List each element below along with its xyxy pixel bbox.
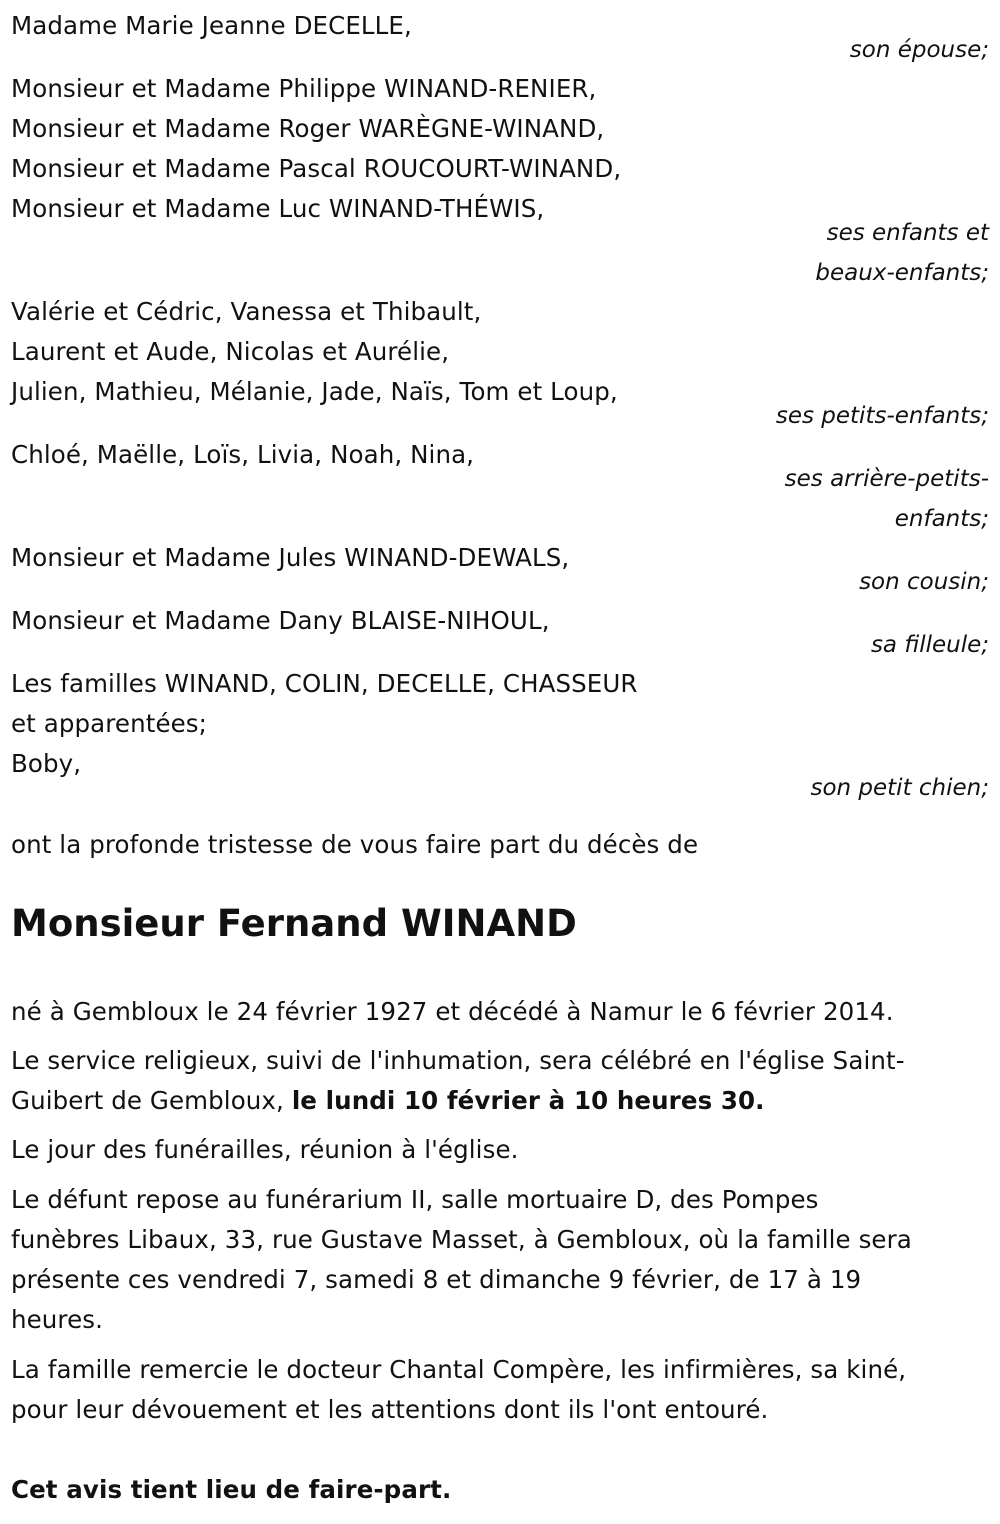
rest-text: présente ces vendredi 7, samedi 8 et dimanche 9 février, de 17 à 19 (11, 1265, 862, 1294)
grandchildren-line: Laurent et Aude, Nicolas et Aurélie, (11, 337, 450, 366)
thanks-text: La famille remercie le docteur Chantal Compère, les infirmières, sa kiné, (11, 1355, 907, 1384)
great-grandchildren-line: Chloé, Maëlle, Loïs, Livia, Noah, Nina, (11, 440, 475, 469)
rest-text: heures. (11, 1305, 103, 1334)
spouse-line: Madame Marie Jeanne DECELLE, (11, 11, 412, 40)
child-line: Monsieur et Madame Philippe WINAND-RENIER, (11, 74, 597, 103)
families-line: Les familles WINAND, COLIN, DECELLE, CHASSEUR (11, 669, 638, 698)
children-role: beaux-enfants; (815, 260, 989, 286)
service-location: Guibert de Gembloux, (11, 1086, 292, 1115)
children-role: ses enfants et (826, 220, 989, 246)
service-text: Le service religieux, suivi de l'inhumation, sera célébré en l'église Saint- (11, 1046, 905, 1075)
child-line: Monsieur et Madame Luc WINAND-THÉWIS, (11, 194, 545, 223)
grandchildren-role: ses petits-enfants; (775, 403, 989, 429)
announcement-text: ont la profonde tristesse de vous faire part du décès de (11, 830, 699, 859)
child-line: Monsieur et Madame Pascal ROUCOURT-WINAND, (11, 154, 622, 183)
thanks-text: pour leur dévouement et les attentions dont ils l'ont entouré. (11, 1395, 769, 1424)
spouse-role: son épouse; (849, 37, 989, 63)
service-datetime: le lundi 10 février à 10 heures 30. (291, 1086, 765, 1115)
child-line: Monsieur et Madame Roger WARÈGNE-WINAND, (11, 114, 605, 143)
rest-text: Le défunt repose au funérarium II, salle mortuaire D, des Pompes (11, 1185, 819, 1214)
goddaughter-role: sa filleule; (870, 632, 989, 658)
cousin-line: Monsieur et Madame Jules WINAND-DEWALS, (11, 543, 570, 572)
great-grandchildren-role: enfants; (894, 506, 989, 532)
cousin-role: son cousin; (859, 569, 989, 595)
rest-text: funèbres Libaux, 33, rue Gustave Masset, à Gembloux, où la famille sera (11, 1225, 912, 1254)
service-text-line2 (11, 1081, 765, 1121)
families-line: et apparentées; (11, 709, 208, 738)
meeting-text: Le jour des funérailles, réunion à l'église. (11, 1135, 519, 1164)
dog-line: Boby, (11, 749, 82, 778)
deceased-name: Monsieur Fernand WINAND (11, 902, 577, 945)
goddaughter-line: Monsieur et Madame Dany BLAISE-NIHOUL, (11, 606, 550, 635)
grandchildren-line: Julien, Mathieu, Mélanie, Jade, Naïs, Tom et Loup, (11, 377, 618, 406)
birth-death-text: né à Gembloux le 24 février 1927 et décédé à Namur le 6 février 2014. (11, 997, 894, 1026)
dog-role: son petit chien; (810, 775, 989, 801)
great-grandchildren-role: ses arrière-petits- (784, 466, 989, 492)
grandchildren-line: Valérie et Cédric, Vanessa et Thibault, (11, 297, 482, 326)
closing-text: Cet avis tient lieu de faire-part. (11, 1475, 452, 1504)
